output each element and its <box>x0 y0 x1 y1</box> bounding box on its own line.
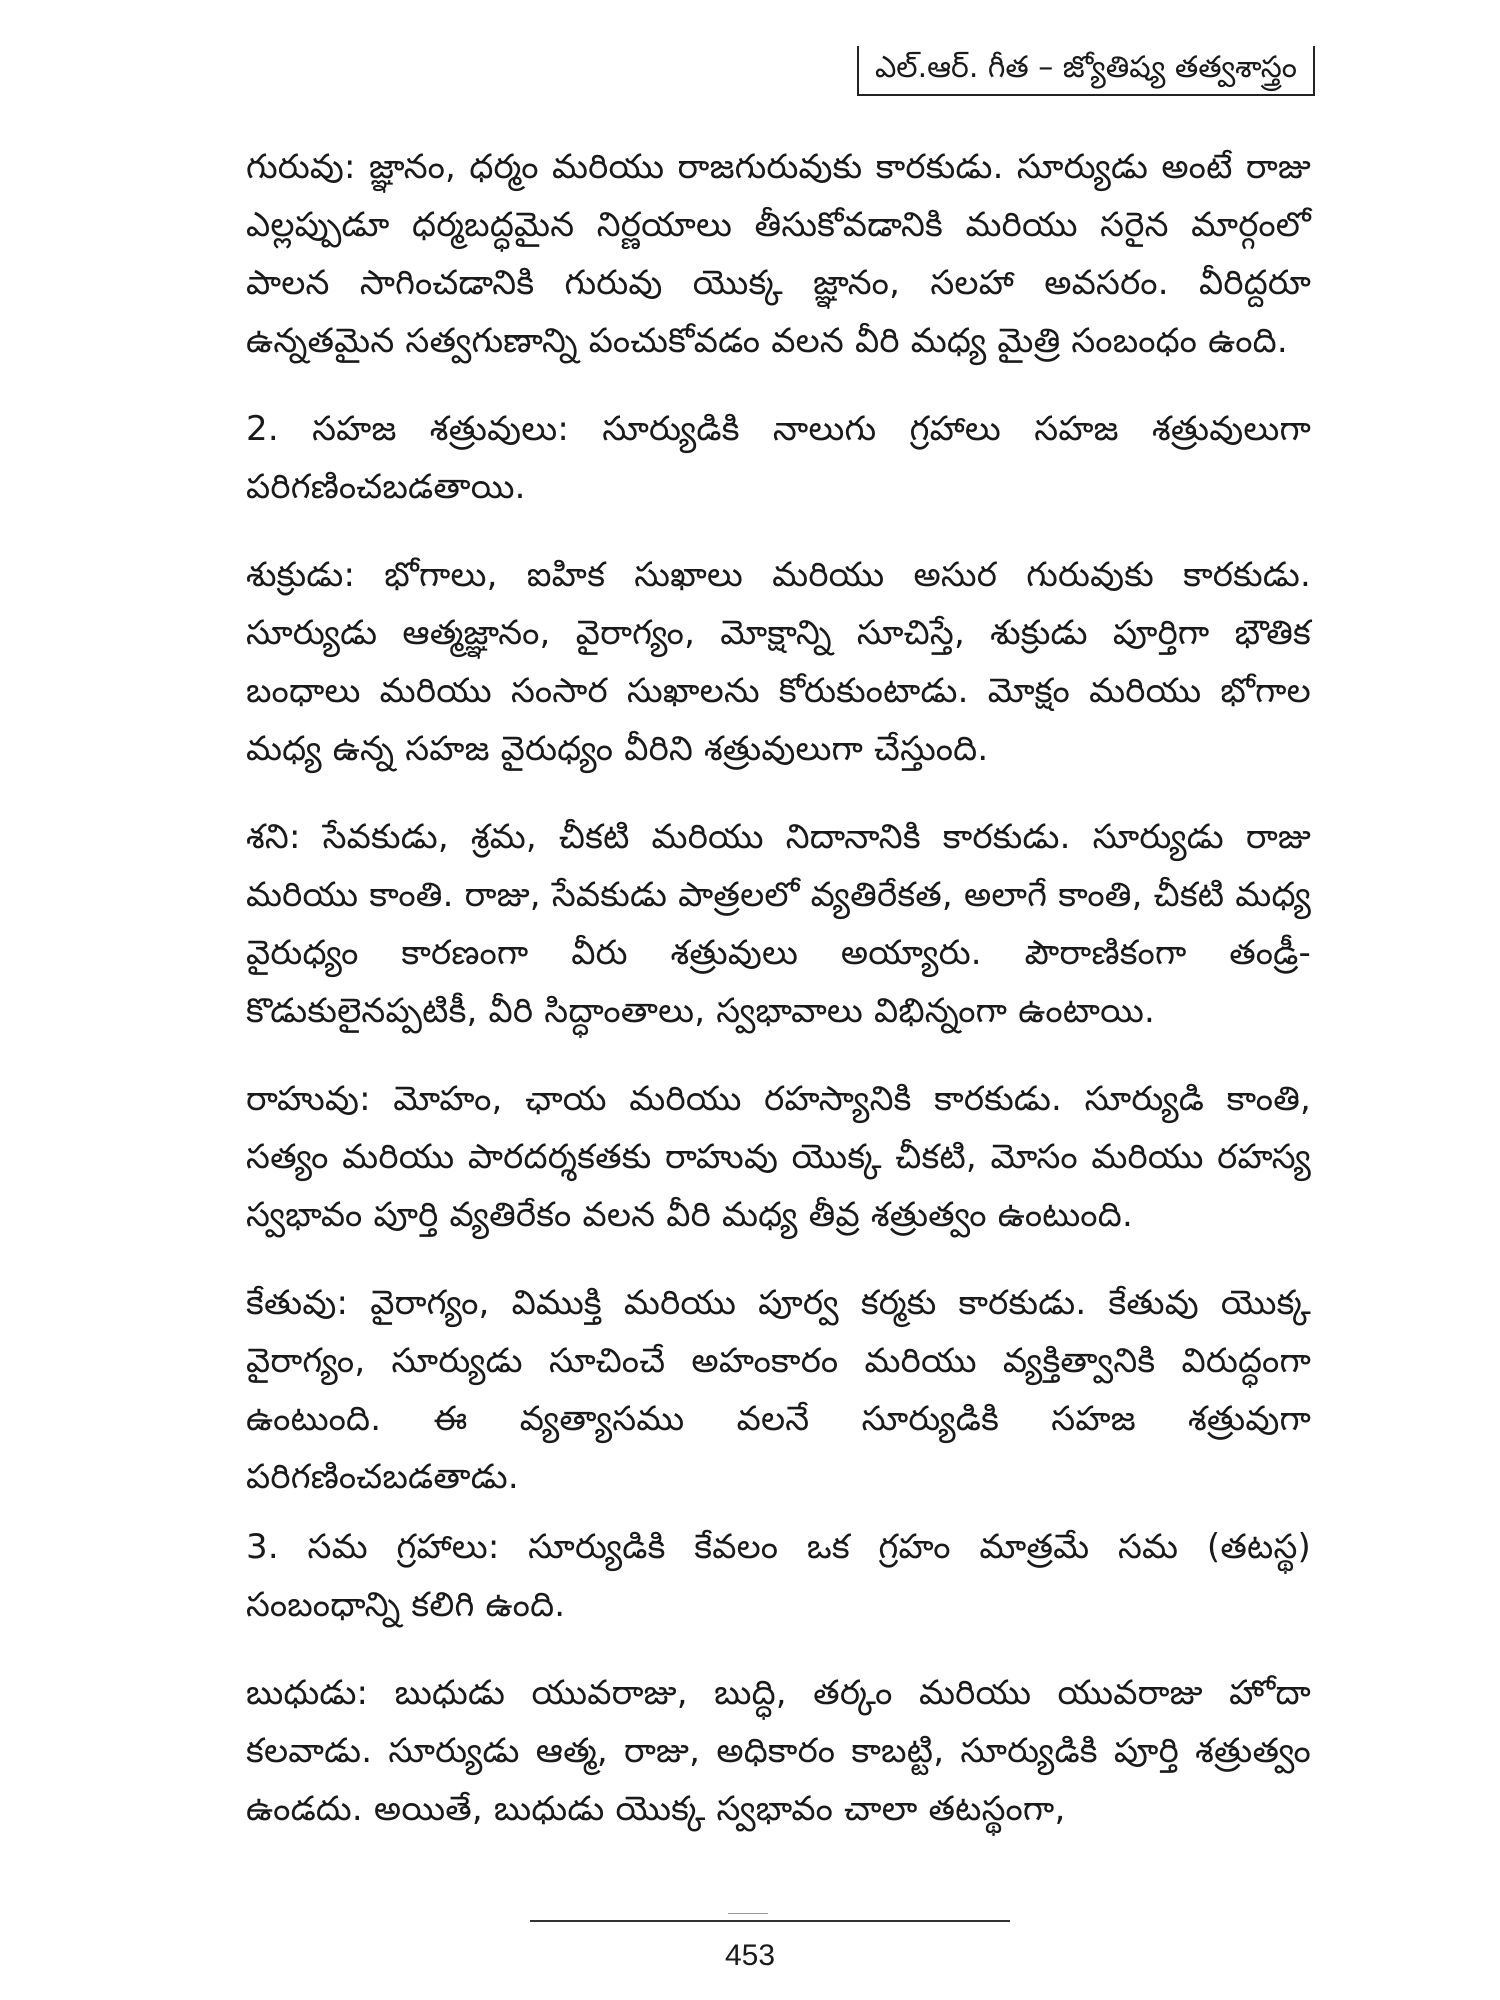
page-number: 453 <box>724 1939 776 1972</box>
paragraph-natural-enemies-heading: 2. సహజ శత్రువులు: సూర్యుడికి నాలుగు గ్రహాలు సహజ శత్రువులుగా పరిగణించబడతాయి. <box>246 409 1311 507</box>
paragraph-shani: శని: సేవకుడు, శ్రమ, చీకటి మరియు నిదానానికి కారకుడు. సూర్యుడు రాజు మరియు కాంతి. రాజు, సేవకుడు పాత్రలలో వ్యతిరేకత, అలాగే కాంతి, చీకటి మధ్య వైరుధ్యం కారణంగా వీరు శత్రువులు అయ్యారు. పౌరాణికంగా తండ్రీ-కొడుకులైనప్పటికీ, వీరి సిద్ధాంతాలు, స్వభావాలు విభిన్నంగా ఉంటాయి. <box>246 817 1311 1031</box>
paragraph-neutral-planets-heading: 3. సమ గ్రహాలు: సూర్యుడికి కేవలం ఒక గ్రహం మాత్రమే సమ (తటస్థ) సంబంధాన్ని కలిగి ఉంది. <box>246 1527 1311 1625</box>
paragraph-ketu: కేతువు: వైరాగ్యం, విముక్తి మరియు పూర్వ కర్మకు కారకుడు. కేతువు యొక్క వైరాగ్యం, సూర్యుడు సూచించే అహంకారం మరియు వ్యక్తిత్వానికి విరుద్ధంగా ఉంటుంది. ఈ వ్యత్యాసము వలనే సూర్యుడికి సహజ శత్రువుగా పరిగణించబడతాడు. <box>246 1283 1311 1497</box>
footer-rule-accent <box>728 1913 768 1914</box>
body-text <box>246 138 1311 1868</box>
footer-rule <box>530 1920 1010 1922</box>
paragraph-guru: గురువు: జ్ఞానం, ధర్మం మరియు రాజగురువుకు కారకుడు. సూర్యుడు అంటే రాజు ఎల్లప్పుడూ ధర్మబద్ధమైన నిర్ణయాలు తీసుకోవడానికి మరియు సరైన మార్గంలో పాలన సాగించడానికి గురువు యొక్క జ్ఞానం, సలహా అవసరం. వీరిద్దరూ ఉన్నతమైన సత్వగుణాన్ని పంచుకోవడం వలన వీరి మధ్య మైత్రి సంబంధం ఉంది. <box>246 147 1311 361</box>
paragraph-shukra: శుక్రుడు: భోగాలు, ఐహిక సుఖాలు మరియు అసుర గురువుకు కారకుడు. సూర్యుడు ఆత్మజ్ఞానం, వైరాగ్యం, మోక్షాన్ని సూచిస్తే, శుక్రుడు పూర్తిగా భౌతిక బంధాలు మరియు సంసార సుఖాలను కోరుకుంటాడు. మోక్షం మరియు భోగాల మధ్య ఉన్న సహజ వైరుధ్యం వీరిని శత్రువులుగా చేస్తుంది. <box>246 555 1311 769</box>
paragraph-rahu: రాహువు: మోహం, ఛాయ మరియు రహస్యానికి కారకుడు. సూర్యుడి కాంతి, సత్యం మరియు పారదర్శకతకు రాహువు యొక్క చీకటి, మోసం మరియు రహస్య స్వభావం పూర్తి వ్యతిరేకం వలన వీరి మధ్య తీవ్ర శత్రుత్వం ఉంటుంది. <box>246 1079 1311 1235</box>
running-header: ఎల్.ఆర్. గీత – జ్యోతిష్య తత్వశాస్త్రం <box>857 46 1315 96</box>
paragraph-budha: బుధుడు: బుధుడు యువరాజు, బుద్ధి, తర్కం మరియు యువరాజు హోదా కలవాడు. సూర్యుడు ఆత్మ, రాజు, అధికారం కాబట్టి, సూర్యుడికి పూర్తి శత్రుత్వం ఉండదు. అయితే, బుధుడు యొక్క స్వభావం చాలా తటస్థంగా, <box>246 1673 1311 1829</box>
